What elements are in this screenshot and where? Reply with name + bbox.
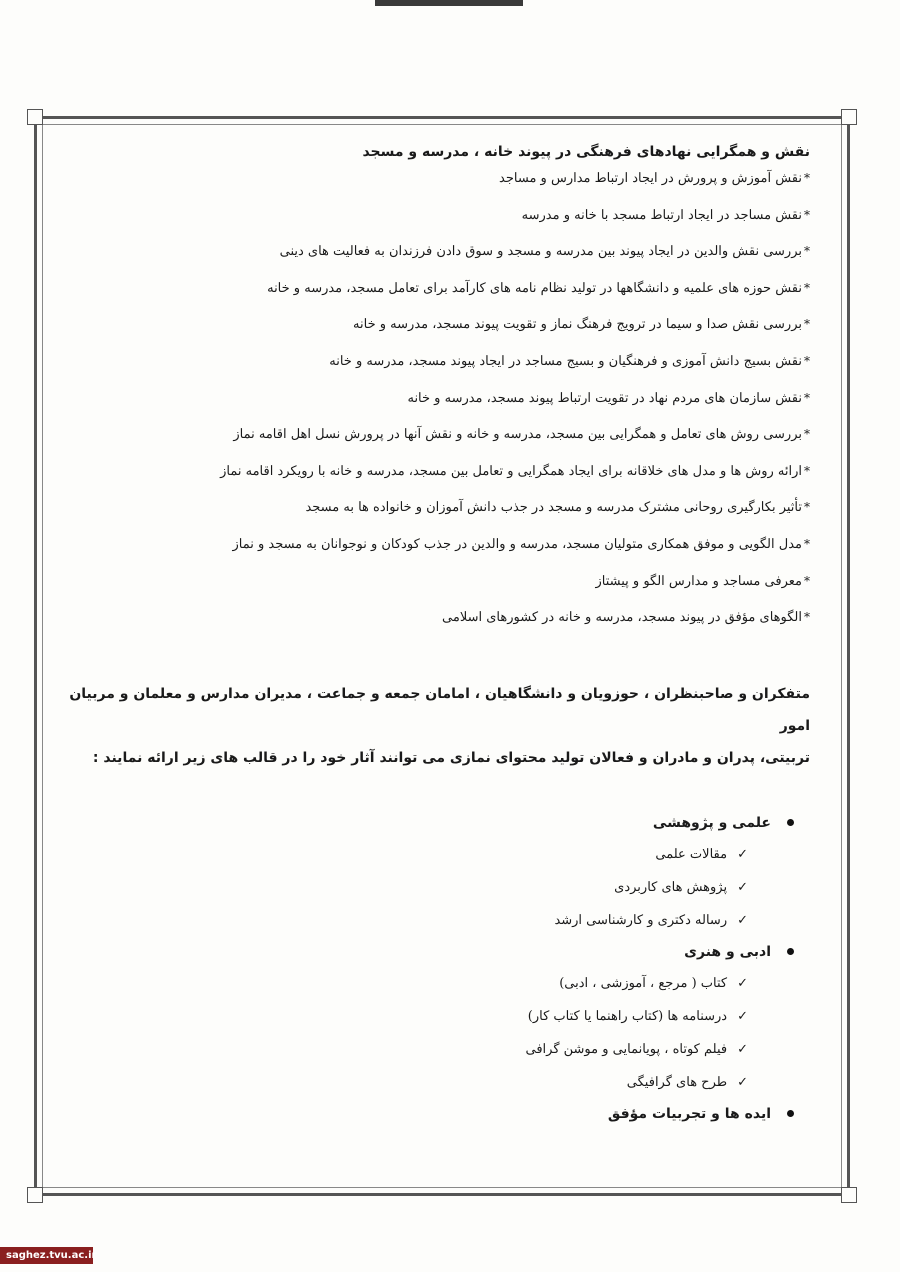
topic-item [48,390,810,427]
format-item-text: کتاب ( مرجع ، آموزشی ، ادبی) [559,975,728,991]
category-label: علمی و پژوهشی [652,814,771,831]
intro-line: متفکران و صاحبنظران ، حوزویان و دانشگاهیان ، امامان جمعه و جماعت ، مدیران مدارس و معلمان و مربیان امور [69,685,810,734]
checkmark-icon: ✓ [737,912,748,928]
asterisk-bullet-icon: * [804,207,810,222]
site-url-badge[interactable]: saghez.tvu.ac.ir [0,1247,93,1264]
format-category [48,1099,794,1129]
checkmark-icon: ✓ [737,879,748,895]
topic-item [48,316,810,353]
border-corner [27,109,43,125]
topic-item [48,573,810,610]
border-corner [841,109,857,125]
checkmark-icon: ✓ [737,1008,748,1024]
format-item-text: طرح های گرافیگی [626,1074,728,1090]
topic-text: نقش آموزش و پرورش در ایجاد ارتباط مدارس و مساجد [499,171,802,186]
topic-item [48,463,810,500]
format-item-text: درسنامه ها (کتاب راهنما یا کتاب کار) [527,1008,728,1024]
format-item [48,1000,794,1033]
checkmark-icon: ✓ [737,1074,748,1090]
format-item-text: رساله دکتری و کارشناسی ارشد [554,912,728,928]
format-category [48,808,794,838]
format-item [48,871,794,904]
format-item [48,904,794,937]
bullet-dot-icon [787,1110,794,1117]
topic-text: بررسی نقش صدا و سیما در ترویج فرهنگ نماز و تقویت پیوند مسجد، مدرسه و خانه [353,317,802,333]
topic-text: بررسی نقش والدین در ایجاد پیوند بین مدرسه و مسجد و سوق دادن فرزندان به فعالیت های دینی [279,244,802,260]
category-label: ایده ها و تجربیات مؤفق [607,1105,771,1122]
topic-text: نقش مساجد در ایجاد ارتباط مسجد با خانه و مدرسه [521,207,802,223]
topic-item [48,170,810,207]
asterisk-bullet-icon: * [804,536,810,551]
asterisk-bullet-icon: * [804,427,810,442]
document-title: نقش و همگرایی نهادهای فرهنگی در پیوند خانه ، مدرسه و مسجد [362,144,810,160]
border-corner [27,1187,43,1203]
bullet-dot-icon [787,819,794,826]
intro-line: تربیتی، پدران و مادران و فعالان تولید محتوای نمازی می توانند آثار خود را در قالب های زیر ارائه نمایند : [92,749,810,766]
topic-item [48,207,810,244]
checkmark-icon: ✓ [737,846,748,862]
asterisk-bullet-icon: * [804,390,810,405]
format-category [48,937,794,967]
topic-text: نقش حوزه های علمیه و دانشگاهها در تولید نظام نامه های کارآمد برای تعامل مسجد، مدرسه و خانه [267,280,802,296]
asterisk-bullet-icon: * [804,317,810,332]
asterisk-bullet-icon: * [804,353,810,368]
topic-text: تأثیر بکارگیری روحانی مشترک مدرسه و مسجد در جذب دانش آموزان و خانواده ها به مسجد [305,500,802,516]
topic-item [48,609,810,646]
topic-item [48,353,810,390]
topic-item [48,499,810,536]
topic-text: نقش سازمان های مردم نهاد در تقویت ارتباط پیوند مسجد، مدرسه و خانه [407,390,802,406]
topic-text: مدل الگویی و موفق همکاری متولیان مسجد، مدرسه و والدین در جذب کودکان و نوجوانان به مسجد و نماز [232,536,802,552]
checkmark-icon: ✓ [737,975,748,991]
format-item [48,1033,794,1066]
asterisk-bullet-icon: * [804,610,810,625]
topic-text: الگوهای مؤفق در پیوند مسجد، مدرسه و خانه در کشورهای اسلامی [442,610,802,626]
submission-formats [48,808,810,1129]
document-content [48,140,810,1129]
topic-item [48,536,810,573]
format-item [48,967,794,1000]
topic-text: نقش بسیج دانش آموزی و فرهنگیان و بسیج مساجد در ایجاد پیوند مسجد، مدرسه و خانه [329,353,802,369]
top-edge-tab [375,0,523,6]
topic-item [48,243,810,280]
asterisk-bullet-icon: * [804,573,810,588]
checkmark-icon: ✓ [737,1041,748,1057]
topic-text: معرفی مساجد و مدارس الگو و پیشتاز [595,573,802,589]
intro-paragraph [48,678,810,774]
topics-list [48,170,810,646]
asterisk-bullet-icon: * [804,171,810,185]
category-label: ادبی و هنری [684,943,771,960]
format-item-text: پژوهش های کاربردی [614,879,728,895]
format-item-text: مقالات علمی [655,846,728,862]
format-item [48,1066,794,1099]
asterisk-bullet-icon: * [804,244,810,259]
topic-text: ارائه روش ها و مدل های خلاقانه برای ایجاد همگرایی و تعامل بین مسجد، مدرسه و خانه با رویکرد اقامه نماز [220,463,802,479]
format-item [48,838,794,871]
format-item-text: فیلم کوتاه ، پویانمایی و موشن گرافی [525,1041,728,1057]
bullet-dot-icon [787,948,794,955]
asterisk-bullet-icon: * [804,280,810,295]
topic-item [48,426,810,463]
topic-item [48,280,810,317]
asterisk-bullet-icon: * [804,463,810,478]
topic-text: بررسی روش های تعامل و همگرایی بین مسجد، مدرسه و خانه و نقش آنها در پرورش نسل اهل اقامه نماز [233,427,802,443]
border-corner [841,1187,857,1203]
asterisk-bullet-icon: * [804,500,810,515]
